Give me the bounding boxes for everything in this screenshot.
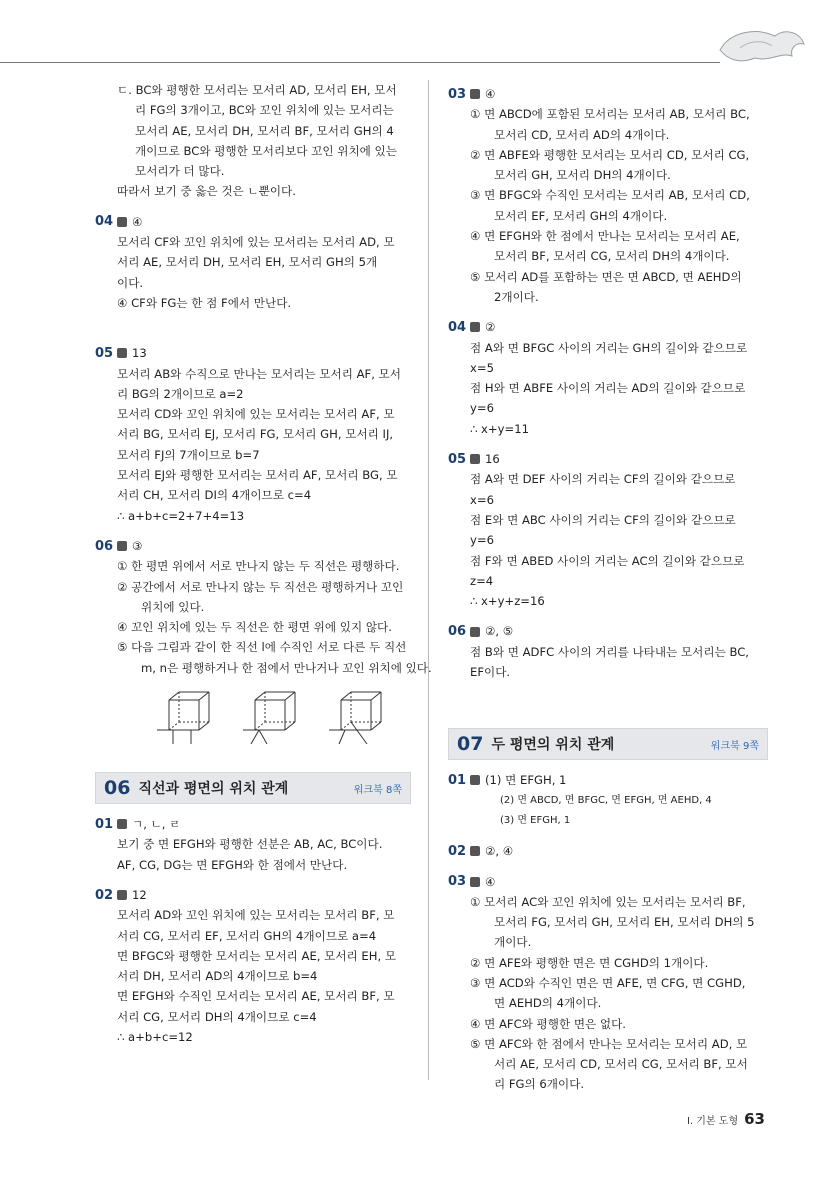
text-line: 리 FG의 3개이고, BC와 꼬인 위치에 있는 모서리는 [135,103,394,118]
answer-icon [470,627,480,637]
question-header [448,449,768,469]
text-line: (3) 면 EFGH, 1 [500,814,571,826]
question-header [448,770,768,790]
text-line: ∴ a+b+c=2+7+4=13 [117,508,245,523]
page-footer [687,1110,765,1128]
text-line: ④ 면 AFC와 평행한 면은 없다. [470,1016,626,1031]
text-line: ㄷ. BC와 평행한 모서리는 모서리 AD, 모서리 EH, 모서 [117,83,397,97]
text-line: 모서리 AE, 모서리 DH, 모서리 BF, 모서리 GH의 4 [135,123,394,138]
section-number: 06 [104,777,131,800]
answer-icon [117,890,127,900]
text-line: 모서리 CF와 꼬인 위치에 있는 모서리는 모서리 AD, 모 [117,235,395,250]
text-line: 면 AEHD의 4개이다. [494,996,602,1011]
question-header [448,872,768,892]
answer-value: 16 [485,452,500,467]
text-line: 서리 BG, 모서리 EJ, 모서리 FG, 모서리 GH, 모서리 IJ, [117,427,394,442]
question-header [448,84,768,104]
text-line: 서리 CH, 모서리 DI의 4개이므로 c=4 [117,488,312,503]
text-line: ∴ a+b+c=12 [117,1029,193,1044]
text-line: m, n은 평행하거나 한 점에서 만나거나 꼬인 위치에 있다. [141,660,432,675]
question-number: 03 [448,874,467,890]
cube-diagram-1 [151,686,223,752]
answer-icon [470,846,480,856]
answer-icon [117,217,127,227]
text-line: 서리 AE, 모서리 CD, 모서리 CG, 모서리 BF, 모서 [494,1057,748,1072]
question-number: 05 [95,345,114,361]
text-line: 서리 CG, 모서리 DH의 4개이므로 c=4 [117,1009,317,1024]
text-line: 모서리 EJ와 평행한 모서리는 모서리 AF, 모서리 BG, 모 [117,468,398,483]
answer-value: ②, ④ [485,844,514,859]
text-line: 리 FG의 6개이다. [494,1077,585,1092]
answer-value: 13 [132,346,147,361]
text-line: 모서리 GH, 모서리 DH의 4개이다. [494,168,671,183]
text-line: ③ 면 ACD와 수직인 면은 면 AFE, 면 CFG, 면 CGHD, [470,975,746,990]
answer-icon [470,775,480,785]
question-number: 01 [95,816,114,832]
text-line: 모서리 BF, 모서리 CG, 모서리 DH의 4개이다. [494,249,730,264]
text-line: ④ 꼬인 위치에 있는 두 직선은 한 평면 위에 있지 않다. [117,620,392,635]
answer-value: ③ [132,538,143,553]
question-number: 06 [95,538,114,554]
text-line: (2) 면 ABCD, 면 BFGC, 면 EFGH, 면 AEHD, 4 [500,794,712,806]
question-header [448,621,768,641]
section-title: 직선과 평면의 위치 관계 [138,781,289,798]
text-line: 리 BG의 2개이므로 a=2 [117,386,244,401]
text-line: 모서리 CD와 꼬인 위치에 있는 모서리는 모서리 AF, 모 [117,407,395,422]
workbook-reference: 워크북 9쪽 [710,740,759,752]
question-number: 06 [448,624,467,640]
text-line: ④ 면 EFGH와 한 점에서 만나는 모서리는 모서리 AE, [470,229,740,244]
header-decoration-icon [700,22,810,72]
header-rule [0,62,720,63]
left-column [95,80,432,1047]
text-line: ③ 면 BFGC와 수직인 모서리는 모서리 AB, 모서리 CD, [470,188,750,203]
text-line: 점 A와 면 BFGC 사이의 거리는 GH의 길이와 같으므로 [470,340,748,355]
answer-value: ④ [132,214,143,229]
question-header [448,841,768,861]
question-number: 05 [448,451,467,467]
text-line: 서리 DH, 모서리 AD의 4개이므로 b=4 [117,969,318,984]
answer-value: 12 [132,887,147,902]
text-line: 개이므로 BC와 평행한 모서리보다 꼬인 위치에 있는 [135,143,397,158]
text-line: ② 면 AFE와 평행한 면은 면 CGHD의 1개이다. [470,955,709,970]
text-line: y=6 [470,401,494,416]
text-line: x=5 [470,360,494,375]
answer-icon [470,877,480,887]
answer-icon [117,819,127,829]
answer-value: (1) 면 EFGH, 1 [485,773,567,788]
answer-icon [470,322,480,332]
text-line: 모서리가 더 많다. [135,164,225,179]
text-line: ① 한 평면 위에서 서로 만나지 않는 두 직선은 평행하다. [117,559,400,574]
text-line: 모서리 CD, 모서리 AD의 4개이다. [494,127,670,142]
text-line: 따라서 보기 중 옳은 것은 ㄴ뿐이다. [117,184,296,199]
text-line: 모서리 AD와 꼬인 위치에 있는 모서리는 모서리 BF, 모 [117,908,395,923]
question-number: 02 [95,887,114,903]
text-line: 면 EFGH와 수직인 모서리는 모서리 AE, 모서리 BF, 모 [117,989,395,1004]
question-number: 04 [448,319,467,335]
text-line: ② 면 ABFE와 평행한 모서리는 모서리 CD, 모서리 CG, [470,147,750,162]
answer-value: ②, ⑤ [485,624,514,639]
answer-icon [117,541,127,551]
text-line: 점 F와 면 ABED 사이의 거리는 AC의 길이와 같으므로 [470,553,745,568]
chapter-label: I. 기본 도형 [686,1116,739,1127]
text-line: ① 모서리 AC와 꼬인 위치에 있는 모서리는 모서리 BF, [470,894,746,909]
section-number: 07 [457,733,484,756]
right-column [448,80,768,1095]
text-line: 2개이다. [494,289,539,304]
text-line: 점 B와 면 ADFC 사이의 거리를 나타내는 모서리는 BC, [470,644,749,659]
column-divider [428,80,429,1080]
text-line: ∴ x+y+z=16 [470,594,545,609]
text-line: 면 BFGC와 평행한 모서리는 모서리 AE, 모서리 EH, 모 [117,948,397,963]
text-line: EF이다. [470,665,511,680]
cube-figures [151,686,411,752]
question-number: 02 [448,843,467,859]
text-line: ⑤ 면 AFC와 한 점에서 만나는 모서리는 모서리 AD, 모 [470,1036,748,1051]
answer-icon [470,454,480,464]
question-header [95,343,411,363]
text-line: 위치에 있다. [141,599,205,614]
page-number: 63 [744,1110,765,1128]
text-line: 보기 중 면 EFGH와 평행한 선분은 AB, AC, BC이다. [117,837,383,852]
section-title: 두 평면의 위치 관계 [491,737,615,754]
answer-icon [117,348,127,358]
text-line: 모서리 AB와 수직으로 만나는 모서리는 모서리 AF, 모서 [117,366,401,381]
text-line: 서리 AE, 모서리 DH, 모서리 EH, 모서리 GH의 5개 [117,255,378,270]
workbook-reference: 워크북 8쪽 [353,784,402,796]
text-line: 점 E와 면 ABC 사이의 거리는 CF의 길이와 같으므로 [470,512,736,527]
text-line: z=4 [470,573,494,588]
answer-icon [470,89,480,99]
question-number: 01 [448,772,467,788]
question-number: 04 [95,214,114,230]
text-line: y=6 [470,533,494,548]
section-header [448,728,768,760]
question-header [95,536,411,556]
question-header [95,212,411,232]
section-header [95,772,411,804]
text-line: 개이다. [494,935,532,950]
question-number: 03 [448,86,467,102]
question-header [448,317,768,337]
answer-value: ② [485,320,496,335]
text-line: 모서리 FJ의 7개이므로 b=7 [117,447,260,462]
question-header [95,814,411,834]
answer-value: ④ [485,87,496,101]
text-line: x=6 [470,492,494,507]
text-line: AF, CG, DG는 면 EFGH와 한 점에서 만난다. [117,857,348,872]
text-line: 모서리 FG, 모서리 GH, 모서리 EH, 모서리 DH의 5 [494,915,755,930]
cube-diagram-2 [237,686,309,752]
cube-diagram-3 [323,686,395,752]
text-line: ② 공간에서 서로 만나지 않는 두 직선은 평행하거나 꼬인 [117,579,404,594]
text-line: ⑤ 다음 그림과 같이 한 직선 l에 수직인 서로 다른 두 직선 [117,640,407,655]
answer-value: ④ [485,874,496,889]
text-line: 점 A와 면 DEF 사이의 거리는 CF의 길이와 같으므로 [470,472,736,487]
text-line: ⑤ 모서리 AD를 포함하는 면은 면 ABCD, 면 AEHD의 [470,269,742,284]
answer-value: ㄱ, ㄴ, ㄹ [132,817,181,832]
text-line: 이다. [117,275,144,290]
text-line: ④ CF와 FG는 한 점 F에서 만난다. [117,295,292,310]
text-line: 점 H와 면 ABFE 사이의 거리는 AD의 길이와 같으므로 [470,381,746,396]
text-line: ① 면 ABCD에 포함된 모서리는 모서리 AB, 모서리 BC, [470,107,750,122]
text-line: 서리 CG, 모서리 EF, 모서리 GH의 4개이므로 a=4 [117,928,377,943]
text-line: 모서리 EF, 모서리 GH의 4개이다. [494,208,668,223]
text-line: ∴ x+y=11 [470,421,529,436]
question-header [95,885,411,905]
